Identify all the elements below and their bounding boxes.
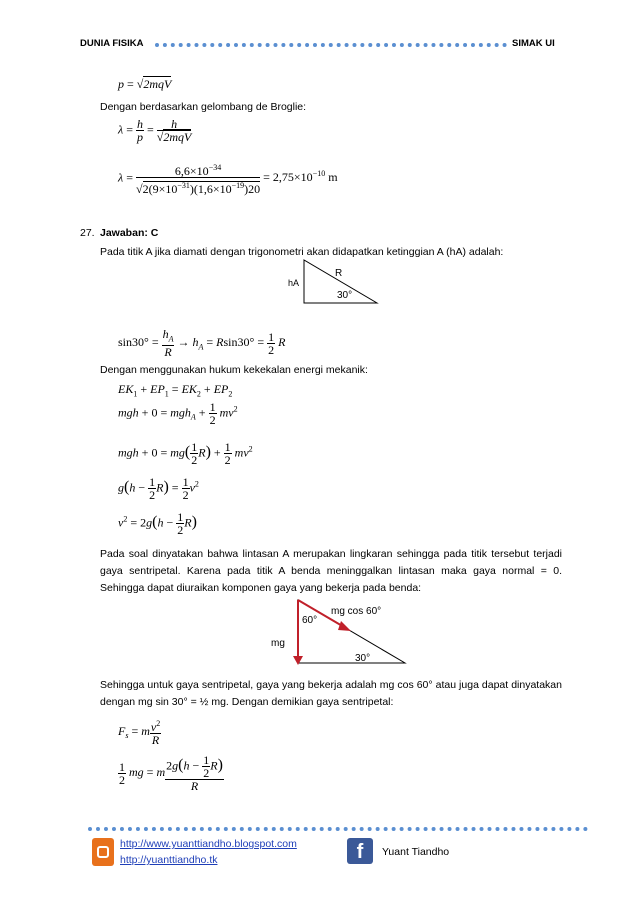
triangle-2-angle-bottom: 30° [355, 653, 371, 664]
footer-link-blogspot[interactable]: http://www.yuanttiandho.blogspot.com [120, 838, 297, 850]
q27-number: 27. [80, 227, 95, 239]
triangle-1-angle-label: 30° [337, 290, 353, 301]
eq-height: sin30° = $\frac{h_A}{R}$ → $h_A = Rsin30^\circ$ = $\frac{1}{2}$ R [118, 327, 286, 360]
force-label: mg cos 60° [331, 606, 382, 617]
eq-energy-1: $EK_1 + EP_1 = EK_2 + EP_2$ [118, 382, 233, 399]
footer-link-1-wrap[interactable] [120, 838, 297, 850]
header-right: SIMAK UI [512, 38, 555, 49]
eq-momentum: p = √2mqV [118, 77, 172, 91]
q27-answer: Jawaban: C [100, 227, 159, 239]
footer-divider [88, 827, 588, 831]
q27-intro: Pada titik A jika diamati dengan trigonometri akan didapatkan ketinggian A (hA) adalah: [100, 246, 504, 258]
header-divider [155, 43, 507, 47]
blogger-icon[interactable] [92, 838, 114, 866]
paragraph-centripetal-2: Sehingga untuk gaya sentripetal, gaya yang bekerja adalah mg cos 60° atau juga dapat dinyatakan dengan mg sin 30° = ½ mg. Dengan demikian gaya sentripetal: [100, 679, 562, 708]
eq-energy-5: $v^2 = 2g(h$ − $\frac{1}{2}$ R) [118, 510, 197, 537]
facebook-icon[interactable]: f [347, 838, 373, 864]
eq-energy-3: mgh + 0 = mg( $\frac{1}{2}$ R) + $\frac{1}{2}$ $mv^2$ [118, 440, 253, 467]
mgcos-arrowhead [338, 621, 351, 631]
triangle-1-height-label: hA [288, 278, 300, 288]
eq-energy-4: g(h − $\frac{1}{2}$ R) = $\frac{1}{2}$ $v^2$ [118, 475, 199, 502]
mg-arrowhead [293, 656, 303, 665]
triangle-1-hyp-label: R [335, 268, 343, 279]
footer-author: Yuant Tiandho [382, 846, 450, 858]
debroglie-text: Dengan berdasarkan gelombang de Broglie: [100, 101, 307, 113]
header-left: DUNIA FISIKA [80, 38, 144, 49]
eq-energy-2: mgh + 0 = mgh$_A$ + $\frac{1}{2}$ $mv^2$ [118, 400, 238, 427]
paragraph-centripetal-1: Pada soal dinyatakan bahwa lintasan A merupakan lingkaran sehingga pada titik tersebut terjadi gaya sentripetal. Karena pada titik A benda meninggalkan lintasan maka gaya normal = 0. Sehingga dapat diuraikan komponen gaya yang bekerja pada benda: [100, 548, 562, 594]
eq-centripetal-1: $F_s = m$ $\frac{v^2}{R}$ [118, 719, 161, 747]
mg-label: mg [271, 638, 285, 649]
eq-centripetal-2: $\frac{1}{2}$ mg = m 2g(h − $\frac{1}{2}$ R) R [119, 753, 223, 793]
eq-lambda-1: λ = $\frac{h}{p}$ = $\frac{h}{\text{√2mqV}}$ [118, 117, 192, 144]
eq-lambda-2: λ = $\frac{6,6\times 10^{-34}}{√2(9\times 10^{-31})(1,6\times 10^{-19})20}$ = $2,75\times 10^{-10}$ m [118, 163, 338, 196]
footer-link-tk[interactable]: http://yuanttiandho.tk [120, 854, 218, 866]
footer-link-2-wrap[interactable] [120, 854, 217, 866]
energy-intro: Dengan menggunakan hukum kekekalan energi mekanik: [100, 364, 368, 376]
triangle-2-angle-top: 60° [302, 615, 318, 626]
